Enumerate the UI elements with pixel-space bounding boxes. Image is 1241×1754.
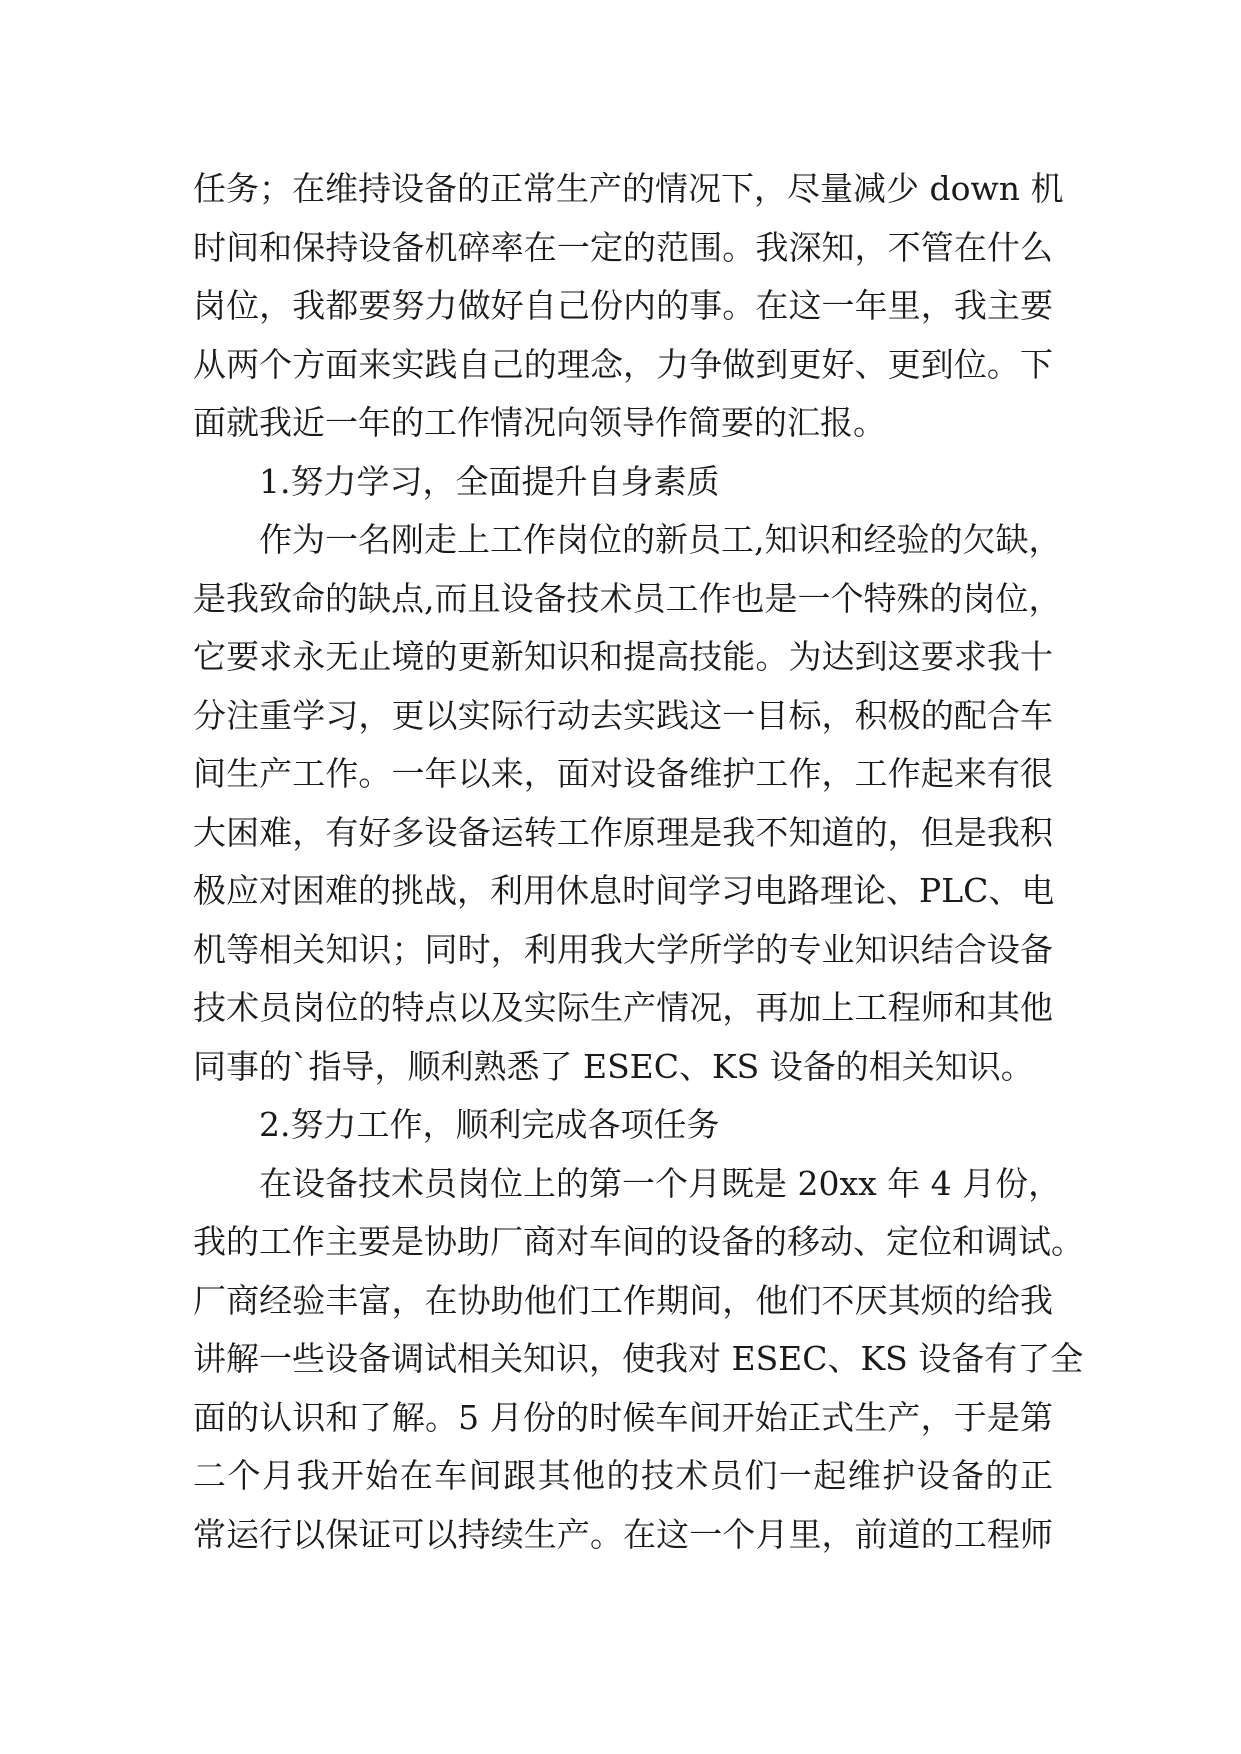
text-line: 厂商经验丰富，在协助他们工作期间，他们不厌其烦的给我 (193, 1280, 1053, 1320)
text-line: 作为一名刚走上工作岗位的新员工,知识和经验的欠缺， (259, 520, 1062, 559)
text-line: 技术员岗位的特点以及实际生产情况，再加上工程师和其他 (193, 988, 1053, 1027)
text-line: 面的认识和了解。5 月份的时候车间开始正式生产，于是第 (193, 1397, 1053, 1437)
text-line: 我的工作主要是协助厂商对车间的设备的移动、定位和调试。 (193, 1222, 1084, 1261)
text-line: 二个月我开始在车间跟其他的技术员们一起维护设备的正 (193, 1456, 1053, 1495)
text-line: 任务；在维持设备的正常生产的情况下，尽量减少 down 机 (193, 169, 1064, 208)
text-line: 同事的`指导，顺利熟悉了 ESEC、KS 设备的相关知识。 (193, 1046, 1034, 1086)
text-line: 在设备技术员岗位上的第一个月既是 20xx 年 4 月份， (259, 1163, 1062, 1203)
text-line: 间生产工作。一年以来，面对设备维护工作，工作起来有很 (193, 754, 1053, 793)
text-line: 极应对困难的挑战，利用休息时间学习电路理论、PLC、电 (193, 871, 1055, 910)
text-line: 时间和保持设备机碎率在一定的范围。我深知，不管在什么 (193, 227, 1053, 267)
text-line: 从两个方面来实践自己的理念，力争做到更好、更到位。下 (193, 344, 1053, 384)
text-line: 是我致命的缺点,而且设备技术员工作也是一个特殊的岗位， (193, 578, 1062, 618)
section-heading-1: 1.努力学习，全面提升自身素质 (259, 461, 720, 501)
text-line: 面就我近一年的工作情况向领导作简要的汇报。 (193, 403, 886, 442)
text-line: 大困难，有好多设备运转工作原理是我不知道的，但是我积 (193, 812, 1053, 852)
text-line: 它要求永无止境的更新知识和提高技能。为达到这要求我十 (193, 637, 1053, 676)
text-line: 机等相关知识；同时，利用我大学所学的专业知识结合设备 (193, 929, 1053, 969)
text-line: 常运行以保证可以持续生产。在这一个月里，前道的工程师 (193, 1514, 1053, 1554)
section-heading-2: 2.努力工作，顺利完成各项任务 (259, 1105, 720, 1144)
text-line: 分注重学习，更以实际行动去实践这一目标，积极的配合车 (193, 695, 1053, 735)
text-line: 岗位，我都要努力做好自己份内的事。在这一年里，我主要 (193, 286, 1053, 325)
document-body (193, 160, 1084, 1564)
text-line: 讲解一些设备调试相关知识，使我对 ESEC、KS 设备有了全 (193, 1339, 1084, 1378)
